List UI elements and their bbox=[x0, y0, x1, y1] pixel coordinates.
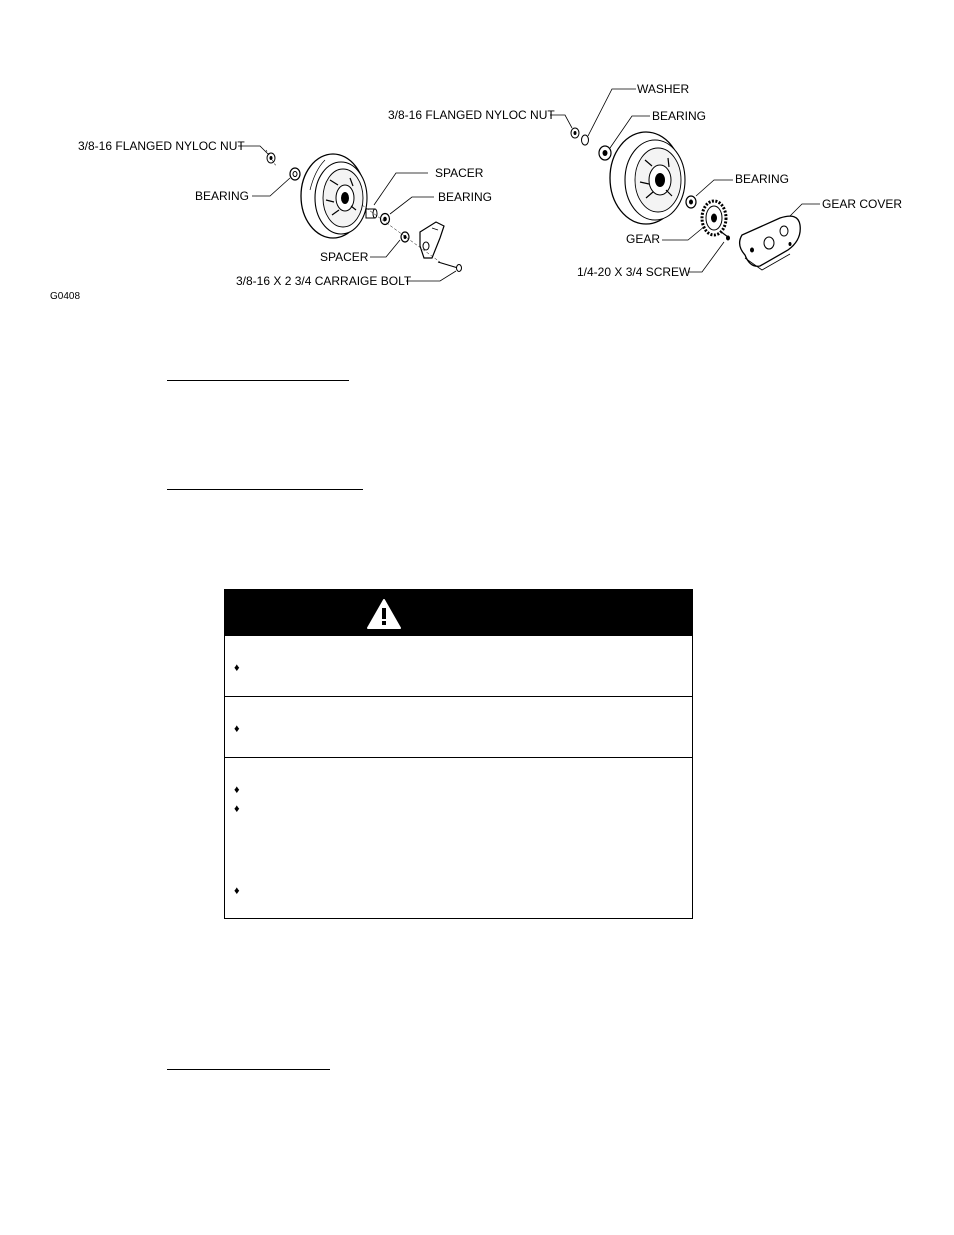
warning-section-3 bbox=[225, 758, 692, 918]
left-nut-label: 3/8-16 FLANGED NYLOC NUT bbox=[78, 139, 245, 153]
left-spacer-bottom-label: SPACER bbox=[320, 250, 369, 264]
right-screw-label: 1/4-20 X 3/4 SCREW bbox=[577, 265, 691, 279]
left-bearing-inner-label: BEARING bbox=[438, 190, 493, 204]
bullet-marker: ♦ bbox=[234, 784, 240, 796]
warning-header bbox=[225, 590, 692, 636]
left-spacer-top-label: SPACER bbox=[435, 166, 484, 180]
figure-id: G0408 bbox=[50, 291, 81, 302]
wheel-assembly-diagram bbox=[0, 0, 954, 310]
right-bearing-outer-part bbox=[599, 146, 611, 160]
bullet-marker: ♦ bbox=[234, 803, 240, 815]
left-nut-part bbox=[266, 150, 276, 166]
right-gear-cover-label: GEAR COVER bbox=[822, 197, 903, 211]
warning-triangle-icon bbox=[366, 598, 402, 630]
left-bracket-part bbox=[420, 222, 444, 258]
left-bearing-inner-part bbox=[381, 214, 390, 225]
right-wheel-assembly bbox=[388, 82, 902, 279]
left-bolt-label: 3/8-16 X 2 3/4 CARRAIGE BOLT bbox=[236, 274, 412, 288]
bullet-marker: ♦ bbox=[234, 662, 240, 674]
left-spacer-top-part bbox=[366, 209, 377, 218]
right-gear-cover-part bbox=[740, 216, 801, 270]
right-washer-part bbox=[582, 135, 589, 145]
warning-section-1 bbox=[225, 636, 692, 697]
left-wheel-assembly bbox=[78, 139, 492, 288]
left-spacer-bottom-part bbox=[401, 232, 409, 242]
right-nut-label: 3/8-16 FLANGED NYLOC NUT bbox=[388, 108, 555, 122]
warning-section-2 bbox=[225, 697, 692, 758]
right-bearing-inner-label: BEARING bbox=[735, 172, 790, 186]
bullet-marker: ♦ bbox=[234, 885, 240, 897]
heading-underline-3 bbox=[167, 1069, 330, 1070]
right-nut-part bbox=[571, 128, 579, 138]
right-bearing-inner-part bbox=[686, 196, 696, 208]
bullet-marker: ♦ bbox=[234, 723, 240, 735]
heading-underline-1 bbox=[167, 380, 349, 381]
left-wheel-part bbox=[301, 154, 367, 238]
right-screw-part bbox=[720, 231, 730, 241]
heading-underline-2 bbox=[167, 489, 363, 490]
warning-box bbox=[224, 589, 693, 919]
right-bearing-outer-label: BEARING bbox=[652, 109, 707, 123]
right-wheel-part bbox=[610, 132, 685, 224]
left-bearing-outer-part bbox=[290, 168, 300, 180]
right-washer-label: WASHER bbox=[637, 82, 690, 96]
right-gear-label: GEAR bbox=[626, 232, 661, 246]
left-bearing-outer-label: BEARING bbox=[195, 189, 250, 203]
right-gear-part bbox=[702, 201, 726, 235]
